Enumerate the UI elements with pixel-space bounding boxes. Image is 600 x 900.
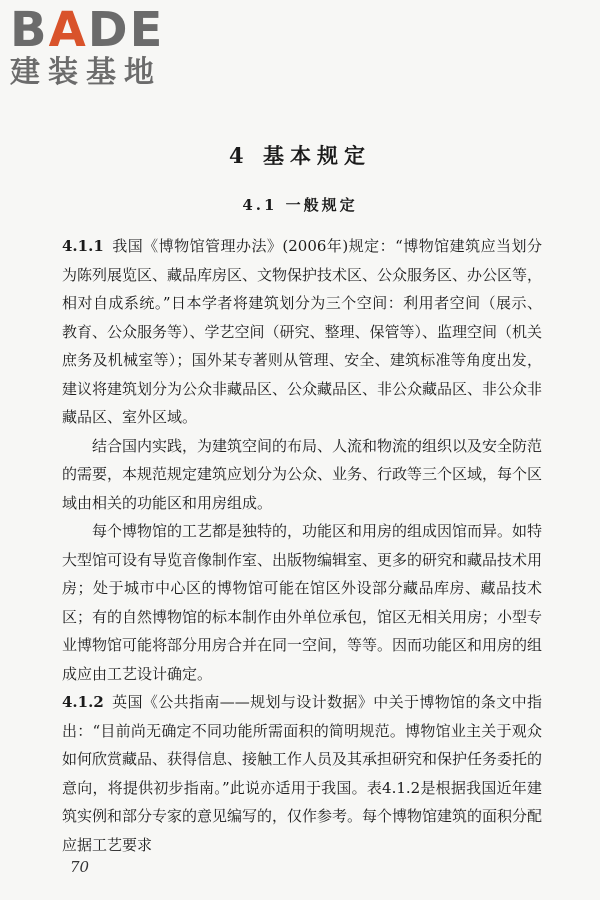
clause-number: 4.1.2 xyxy=(62,693,104,711)
logo-wordmark: BADE xyxy=(10,2,165,58)
brand-logo xyxy=(10,4,180,90)
chapter-title: 4 基本规定 xyxy=(229,143,371,168)
body-text xyxy=(62,232,542,859)
logo-subtitle: 建装基地 xyxy=(10,55,162,90)
paragraph-4-1-1 xyxy=(62,232,542,432)
page-number: 70 xyxy=(70,858,90,876)
section-title: 4.1 一般规定 xyxy=(242,196,358,214)
paragraph-text: 英国《公共指南——规划与设计数据》中关于博物馆的条文中指出：“目前尚无确定不同功能所需面积的简明规范。博物馆业主关于观众如何欣赏藏品、获得信息、接触工作人员及其承担研究和保护任务委托的意向，将提供初步指南。”此说亦适用于我国。表4.1.2是根据我国近年建筑实例和部分专家的意见编写的，仅作参考。每个博物馆建筑的面积分配应据工艺要求 xyxy=(62,693,543,854)
paragraph-4-1-2 xyxy=(62,688,542,859)
paragraph: 每个博物馆的工艺都是独特的，功能区和用房的组成因馆而异。如特大型馆可设有导览音像制作室、出版物编辑室、更多的研究和藏品技术用房；处于城市中心区的博物馆可能在馆区外设部分藏品库房、藏品技术区；有的自然博物馆的标本制作由外单位承包，馆区无相关用房；小型专业博物馆可能将部分用房合并在同一空间，等等。因而功能区和用房的组成应由工艺设计确定。 xyxy=(62,522,543,683)
paragraph: 结合国内实践，为建筑空间的布局、人流和物流的组织以及安全防范的需要，本规范规定建筑应划分为公众、业务、行政等三个区域，每个区域由相关的功能区和用房组成。 xyxy=(62,436,543,512)
clause-number: 4.1.1 xyxy=(62,237,104,255)
paragraph-text: 我国《博物馆管理办法》(2006年)规定：“博物馆建筑应当划分为陈列展览区、藏品库房区、文物保护技术区、公众服务区、办公区等，相对自成系统。”日本学者将建筑划分为三个空间：利用者空间（展示、教育、公众服务等）、学艺空间（研究、整理、保管等）、监理空间（机关庶务及机械室等）；国外某专著则从管理、安全、建筑标准等角度出发，建议将建筑划分为公众非藏品区、公众藏品区、非公众藏品区、非公众非藏品区、室外区域。 xyxy=(62,237,543,426)
